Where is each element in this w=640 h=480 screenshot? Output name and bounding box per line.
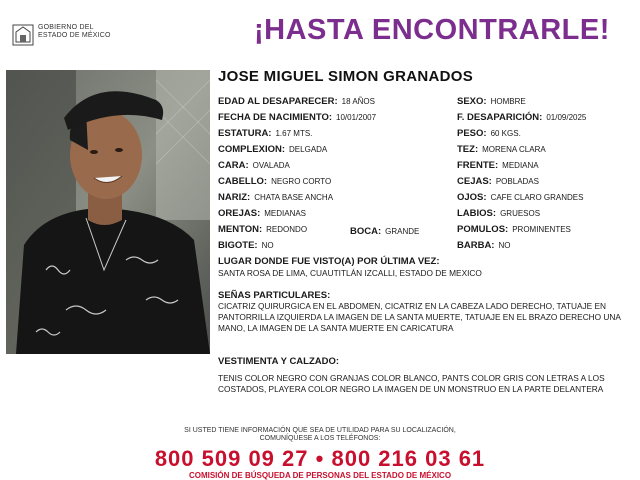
field-menton: [218, 224, 307, 235]
field-label: OREJAS:: [218, 208, 261, 219]
field-cejas: [457, 176, 539, 187]
phone-numbers: [0, 446, 640, 472]
footer-info-line-1: SI USTED TIENE INFORMACIÓN QUE SEA DE UTILIDAD PARA SU LOCALIZACIÓN,: [184, 427, 456, 434]
person-photo: [6, 70, 210, 354]
field-label: BARBA:: [457, 240, 495, 251]
field-label: BIGOTE:: [218, 240, 258, 251]
field-value: NEGRO CORTO: [271, 177, 332, 186]
field-value: PROMINENTES: [512, 225, 571, 234]
footer-info-line-2: COMUNÍQUESE A LOS TELÉFONOS:: [259, 435, 381, 442]
field-value: CHATA BASE ANCHA: [254, 193, 334, 202]
senas-title: SEÑAS PARTICULARES:: [218, 290, 331, 301]
field-boca: [350, 226, 419, 237]
photo-illustration: [6, 70, 210, 354]
field-frente: [457, 160, 539, 171]
field-label: POMULOS:: [457, 224, 509, 235]
field-label: OJOS:: [457, 192, 487, 203]
field-label: EDAD AL DESAPARECER:: [218, 96, 338, 107]
lugar-text: SANTA ROSA DE LIMA, CUAUTITLÁN IZCALLI, ESTADO DE MEXICO: [218, 268, 482, 278]
phone-2[interactable]: 800 216 03 61: [331, 446, 486, 471]
logo-text: [38, 24, 111, 40]
senas-text: CICATRIZ QUIRURGICA EN EL ABDOMEN, CICATRIZ EN LA CABEZA LADO DERECHO, TATUAJE EN PANTORRILLA IZQUIERDA LA IMAGEN DE LA SANTA MUERTE, TATUAJE EN EL BRAZO DERECHO UNA MANO, LA IMAGEN DE LA SANTA MUERTE EN CARICATURA: [218, 301, 621, 333]
footer-info: [0, 427, 640, 443]
field-label: SEXO:: [457, 96, 487, 107]
field-bigote: [218, 240, 274, 251]
field-value: HOMBRE: [490, 97, 526, 106]
vestimenta-text: TENIS COLOR NEGRO CON GRANJAS COLOR BLANCO, PANTS COLOR GRIS CON LETRAS A LOS COSTADOS, PLAYERA COLOR NEGRO LA IMAGEN DE UN MONSTRUO EN LA PARTE DELANTERA: [218, 373, 605, 394]
field-value: OVALADA: [252, 161, 290, 170]
field-label: CEJAS:: [457, 176, 492, 187]
field-label: PESO:: [457, 128, 487, 139]
field-label: BOCA:: [350, 226, 382, 237]
field-value: 18 AÑOS: [341, 97, 375, 106]
field-cara: [218, 160, 290, 171]
field-label: CABELLO:: [218, 176, 268, 187]
field-ojos: [457, 192, 583, 203]
field-value: REDONDO: [266, 225, 308, 234]
person-name: JOSE MIGUEL SIMON GRANADOS: [218, 68, 474, 85]
field-value: NO: [261, 241, 274, 250]
field-label: F. DESAPARICIÓN:: [457, 112, 543, 123]
field-value: POBLADAS: [495, 177, 539, 186]
field-fecha-nacimiento: [218, 112, 376, 123]
field-label: COMPLEXION:: [218, 144, 286, 155]
field-peso: [457, 128, 521, 139]
field-label: TEZ:: [457, 144, 479, 155]
field-tez: [457, 144, 546, 155]
field-value: GRUESOS: [500, 209, 541, 218]
comision-name: COMISIÓN DE BÚSQUEDA DE PERSONAS DEL ESTADO DE MÉXICO: [188, 471, 452, 480]
field-cabello: [218, 176, 331, 187]
field-value: 01/09/2025: [546, 113, 587, 122]
logo-line-2: ESTADO DE MÉXICO: [38, 32, 111, 39]
field-value: DELGADA: [289, 145, 328, 154]
field-pomulos: [457, 224, 571, 235]
field-value: GRANDE: [385, 227, 420, 236]
field-label: NARIZ:: [218, 192, 251, 203]
logo-line-1: GOBIERNO DEL: [38, 24, 94, 31]
field-fecha-desaparicion: [457, 112, 586, 123]
field-value: 60 KGS.: [490, 129, 521, 138]
field-value: MORENA CLARA: [482, 145, 546, 154]
field-sexo: [457, 96, 526, 107]
headline: ¡HASTA ENCONTRARLE!: [254, 14, 610, 46]
field-value: MEDIANAS: [264, 209, 307, 218]
lugar-title: LUGAR DONDE FUE VISTO(A) POR ÚLTIMA VEZ:: [218, 256, 440, 267]
field-value: NO: [498, 241, 511, 250]
field-label: LABIOS:: [457, 208, 497, 219]
vestimenta-title: VESTIMENTA Y CALZADO:: [218, 356, 340, 367]
phone-1[interactable]: 800 509 09 27: [154, 446, 309, 471]
field-label: ESTATURA:: [218, 128, 272, 139]
field-complexion: [218, 144, 327, 155]
field-label: FECHA DE NACIMIENTO:: [218, 112, 332, 123]
field-value: 1.67 MTS.: [275, 129, 313, 138]
field-edad: [218, 96, 375, 107]
field-nariz: [218, 192, 333, 203]
field-value: CAFE CLARO GRANDES: [490, 193, 584, 202]
field-labios: [457, 208, 540, 219]
field-value: 10/01/2007: [336, 113, 377, 122]
field-label: FRENTE:: [457, 160, 499, 171]
field-orejas: [218, 208, 306, 219]
field-barba: [457, 240, 510, 251]
field-label: MENTON:: [218, 224, 263, 235]
field-label: CARA:: [218, 160, 249, 171]
field-estatura: [218, 128, 312, 139]
phone-separator: •: [315, 446, 325, 471]
field-value: MEDIANA: [502, 161, 539, 170]
